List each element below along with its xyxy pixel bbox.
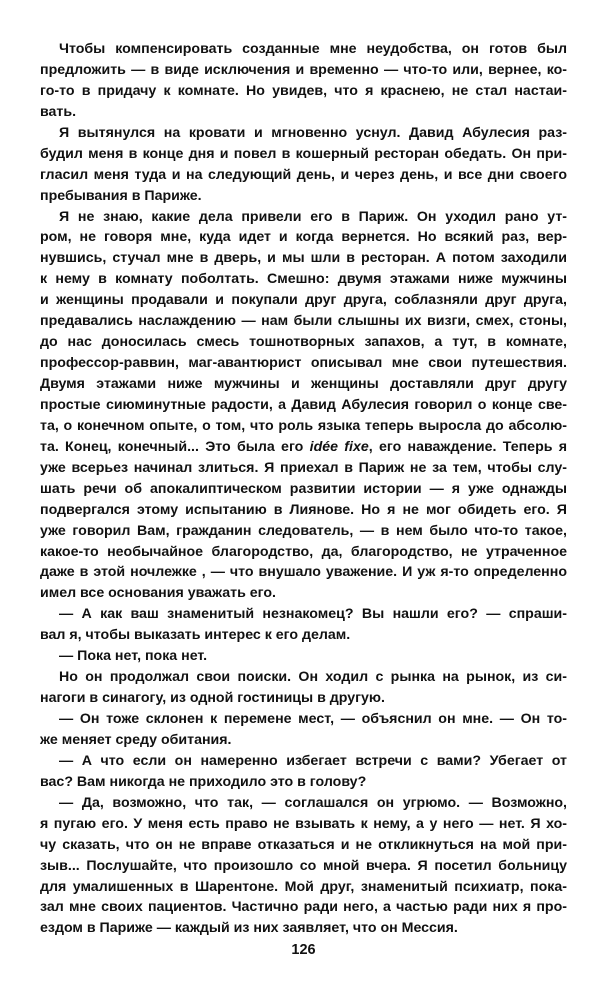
- text-line: я пугаю его. У меня есть право не взывать к нему, а у него — нет. Я хо-: [40, 815, 567, 832]
- text-line: подвергался этому испытанию в Лиянове. Но я не мог обидеть его. Я: [40, 501, 567, 518]
- text-line: имел все основания уважать его.: [40, 585, 276, 602]
- text-line: нагоги в синагогу, из одной гостиницы в другую.: [40, 690, 385, 707]
- text-line: вать.: [40, 103, 77, 120]
- text-line: гласил меня туда и на следующий день, и через день, и все дни своего: [40, 166, 567, 183]
- text-line: — А что если он намеренно избегает встречи с вами? Убегает от: [59, 752, 567, 769]
- text-line: Но он продолжал свои поиски. Он ходил с рынка на рынок, из си-: [59, 669, 567, 686]
- text-line: зыв... Послушайте, что произошло со мной вчера. Я посетил больницу: [40, 857, 567, 874]
- text-line: предавались наслаждению — нам были слышны их визги, смех, стоны,: [40, 313, 567, 330]
- text-line: простые сиюминутные радости, а Давид Абулесия говорил о конце све-: [40, 396, 567, 413]
- text-line: ром, не говоря мне, куда идет и когда вернется. Но всякий раз, вер-: [40, 229, 567, 246]
- text-line: — Пока нет, пока нет.: [59, 648, 208, 665]
- text-line: для умалишенных в Шарентоне. Мой друг, знаменитый психиатр, пока-: [40, 878, 567, 895]
- text-line: до нас доносилась смесь тошнотворных запахов, а тут, в комнате,: [40, 334, 567, 351]
- italic-phrase: idée fixe: [309, 438, 369, 455]
- text-line: даже в этой ночлежке , — что внушало уважение. И уж я-то определенно: [40, 564, 567, 581]
- text-line: предложить — в виде исключения и временно — что-то или, вернее, ко-: [40, 61, 567, 78]
- text-line: чу сказать, что он не вправе отказаться и не откликнуться на мой при-: [40, 836, 567, 853]
- text-line: вас? Вам никогда не приходило это в голову?: [40, 773, 367, 790]
- text-line: нувшись, стучал мне в дверь, и мы шли в ресторан. А потом заходили: [40, 250, 567, 267]
- text-line: будил меня в конце дня и повел в кошерный ресторан обедать. Он при-: [40, 145, 567, 162]
- text-line: та. Конец, конечный... Это была его idée fixe, его наваждение. Теперь я: [40, 438, 568, 455]
- text-line: шать речи об апокалиптическом развитии истории — я уже однажды: [40, 480, 567, 497]
- text-line: — Да, возможно, что так, — соглашался он угрюмо. — Возможно,: [59, 794, 567, 811]
- text-line: к нему в комнату поболтать. Смешно: двумя этажами ниже мужчины: [40, 271, 567, 288]
- text-line: какое-то необычайное благородство, да, благородство, не утраченное: [40, 543, 567, 560]
- text-line: та, о конечном опыте, о том, что роль языка теперь выросла до абсолю-: [40, 417, 567, 434]
- page-number: 126: [291, 942, 316, 958]
- text-line: вал я, чтобы выказать интерес к его делам.: [40, 627, 351, 644]
- text-line: уже говорил Вам, гражданин следователь, — в нем было что-то такое,: [40, 522, 567, 539]
- text-line: Двумя этажами ниже мужчины и женщины доставляли друг другу: [40, 376, 567, 392]
- text-line: — Он тоже склонен к перемене мест, — объяснил он мне. — Он то-: [59, 711, 567, 727]
- text-line: Я не знаю, какие дела привели его в Париж. Он уходил рано ут-: [59, 208, 567, 225]
- text-line: зал мне своих пациентов. Частично ради него, а частью ради них я про-: [40, 899, 567, 916]
- text-line: же меняет среду обитания.: [40, 731, 232, 748]
- body-text: [40, 39, 567, 939]
- text-line: Чтобы компенсировать созданные мне неудобства, он готов был: [59, 41, 567, 57]
- text-line: Я вытянулся на кровати и мгновенно уснул. Давид Абулесия раз-: [59, 124, 567, 141]
- text-line: профессор-раввин, маг-авантюрист описывал мне свои путешествия.: [40, 355, 567, 372]
- text-line: пребывания в Париже.: [40, 187, 202, 204]
- text-line: ездом в Париже — каждый из них заявляет, что он Мессия.: [40, 920, 458, 937]
- text-line: уже всерьез начинал злиться. Я приехал в Париж не за тем, чтобы слу-: [40, 459, 567, 476]
- text-line: го-то в придачу к комнате. Но увидев, что я краснею, не стал настаи-: [40, 82, 567, 99]
- text-line: — А как ваш знаменитый незнакомец? Вы нашли его? — спраши-: [59, 606, 567, 623]
- text-line: и женщины продавали и покупали друг друга, соблазняли друг друга,: [40, 292, 567, 309]
